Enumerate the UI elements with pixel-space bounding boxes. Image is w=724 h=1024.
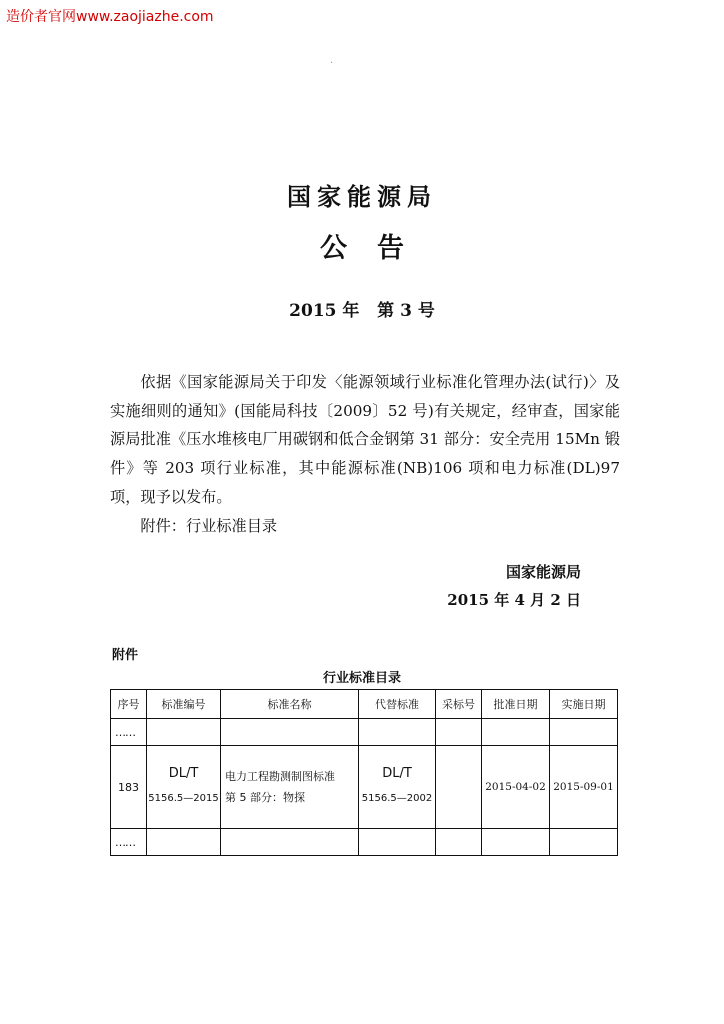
cell-std-no [147, 746, 221, 829]
page-dot: · [330, 58, 334, 69]
cell-std-name: 电力工程勘测制图标准 第 5 部分：物探 [221, 746, 359, 829]
table-row-ellipsis-bottom [111, 829, 618, 856]
table-title: 行业标准目录 [322, 671, 401, 686]
issue-number: 2015 年 第 3 号 [289, 301, 435, 321]
watermark: 造价者官网www.zaojiazhe.com [6, 9, 214, 25]
header-std-name: 标准名称 [221, 690, 359, 719]
std-no-prefix: DL/T [168, 766, 199, 781]
table-row-ellipsis-top [111, 719, 618, 746]
ellipsis-cell: …… [111, 719, 147, 746]
agency-title: 国家能源局 [287, 183, 437, 211]
header-adopted: 采标号 [436, 690, 482, 719]
signature-date: 2015 年 4 月 2 日 [447, 591, 581, 609]
notice-body [110, 368, 620, 540]
replaced-number: 5156.5—2002 [361, 793, 433, 804]
std-no-number: 5156.5—2015 [148, 793, 219, 804]
header-seq: 序号 [111, 690, 147, 719]
header-replaced: 代替标准 [359, 690, 436, 719]
header-approve-date: 批准日期 [482, 690, 550, 719]
header-std-no: 标准编号 [147, 690, 221, 719]
body-paragraph-1: 依据《国家能源局关于印发〈能源领域行业标准化管理办法(试行)〉及实施细则的通知》(国能局科技〔2009〕52 号)有关规定，经审查，国家能源局批准《压水堆核电厂用碳钢和低合金钢第 31 部分：安全壳用 15Mn 锻件》等 203 项行业标准，其中能源标准(NB)106 项和电力标准(DL)97 项，现予以发布。 [110, 373, 620, 506]
table-row [111, 746, 618, 829]
header-implement-date: 实施日期 [550, 690, 618, 719]
cell-seq: 183 [111, 746, 147, 829]
signature-org: 国家能源局 [505, 563, 581, 581]
table-header-row [111, 690, 618, 719]
replaced-prefix: DL/T [382, 766, 412, 781]
attachment-label: 附件 [112, 648, 139, 663]
standards-table [110, 689, 618, 856]
cell-approve-date: 2015-04-02 [482, 746, 550, 829]
cell-replaced [359, 746, 436, 829]
cell-adopted [436, 746, 482, 829]
cell-implement-date: 2015-09-01 [550, 746, 618, 829]
ellipsis-cell: …… [111, 829, 147, 856]
notice-title: 公告 [320, 233, 434, 264]
body-paragraph-2: 附件：行业标准目录 [140, 516, 278, 535]
